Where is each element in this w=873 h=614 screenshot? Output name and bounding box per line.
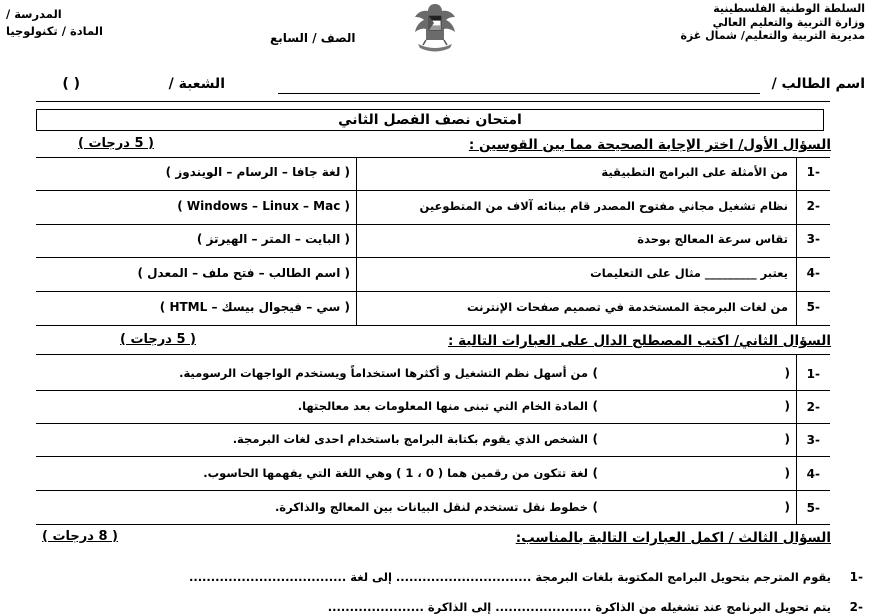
table-line [36, 325, 830, 326]
q1-row [36, 258, 830, 291]
q2-answer-open[interactable]: ( [784, 466, 790, 480]
q2-points: ( 5 درجات ) [120, 332, 196, 347]
q2-row-text: من أسهل نظم التشغيل و أكثرها استخداماً ويستخدم الواجهات الرسومية. [179, 366, 588, 380]
header-right [680, 2, 865, 43]
q2-row-text: المادة الخام التي تبنى منها المعلومات بعد معالجتها. [297, 399, 588, 413]
q1-row-text: نظام تشغيل مجاني مفتوح المصدر قام ببنائه آلاف من المتطوعين [419, 199, 788, 213]
q2-heading: السؤال الثاني/ اكتب المصطلح الدال على العبارات التالية : [447, 333, 831, 349]
q2-row [36, 390, 830, 423]
q2-row [36, 491, 830, 524]
q2-answer-close[interactable]: ) [592, 500, 598, 514]
q3-points: ( 8 درجات ) [42, 529, 118, 544]
q2-answer-close[interactable]: ) [592, 399, 598, 413]
q2-row [36, 423, 830, 456]
q2-answer-open[interactable]: ( [784, 432, 790, 446]
q2-row-text: لغة تتكون من رقمين هما ( 0 ، 1 ) وهي اللغة التي يفهمها الحاسوب. [203, 466, 588, 480]
student-name-label: اسم الطالب / [771, 76, 865, 92]
subject-label: المادة / تكنولوجيا [6, 24, 103, 38]
palestine-emblem-icon [410, 0, 460, 56]
q1-row-number: -5 [806, 300, 820, 314]
q2-row-text: خطوط نقل تستخدم لنقل البيانات بين المعالج والذاكرة. [274, 500, 588, 514]
q1-row-options[interactable]: ( لغة جافا – الرسام – الويندوز ) [165, 165, 350, 179]
q2-row [36, 457, 830, 490]
q3-row-number: -2 [849, 600, 863, 614]
q1-row-number: -4 [806, 266, 820, 280]
q1-row-options[interactable]: ( البايت – المتر – الهيرتز ) [196, 232, 350, 246]
student-info-row [9, 76, 865, 96]
q3-row-text[interactable]: يتم تحويل البرنامج عند تشغيله من الذاكرة ...................... إلى الذاكرة ...................... [327, 600, 831, 614]
q2-row-text: الشخص الذي يقوم بكتابة البرامج باستخدام احدى لغات البرمجة. [232, 432, 588, 446]
q3-heading: السؤال الثالث / اكمل العبارات التالية بالمناسب: [515, 530, 831, 546]
q1-row-number: -3 [806, 232, 820, 246]
header-left [6, 6, 216, 40]
ministry-line: وزارة التربية والتعليم العالي [712, 15, 865, 29]
table-line [36, 354, 830, 355]
q2-answer-close[interactable]: ) [592, 366, 598, 380]
q2-row-number: -1 [806, 367, 820, 381]
grade-label: الصف / السابع [270, 31, 356, 45]
divider [36, 101, 830, 102]
authority-line: السلطة الوطنية الفلسطينية [713, 2, 865, 15]
q2-answer-open[interactable]: ( [784, 366, 790, 380]
q1-row-number: -1 [806, 165, 820, 179]
q2-row-number: -5 [806, 501, 820, 515]
q3-row-number: -1 [849, 570, 863, 584]
q1-row-text: من الأمثلة على البرامج التطبيقية [601, 165, 788, 179]
q1-row [36, 292, 830, 325]
directorate-line: مديرية التربية والتعليم/ شمال غزة [680, 29, 865, 42]
q2-row-number: -3 [806, 433, 820, 447]
q1-row-options[interactable]: ( اسم الطالب – فتح ملف – المعدل ) [137, 266, 350, 280]
q2-row [36, 357, 830, 390]
q2-row-number: -4 [806, 467, 820, 481]
student-name-line[interactable] [278, 93, 760, 94]
section-label: الشعبة / [168, 76, 225, 92]
q1-row-text: يعتبر _________ مثال على التعليمات [590, 266, 788, 280]
q1-row [36, 191, 830, 224]
q1-row-text: تقاس سرعة المعالج بوحدة [637, 232, 788, 246]
q2-answer-close[interactable]: ) [592, 432, 598, 446]
table-line [36, 524, 830, 525]
q1-row-options[interactable]: ( سي – فيجوال بيسك – HTML ) [159, 300, 350, 314]
q1-row-text: من لغات البرمجة المستخدمة في تصميم صفحات الإنترنت [466, 300, 788, 314]
q2-answer-open[interactable]: ( [784, 500, 790, 514]
q2-answer-open[interactable]: ( [784, 399, 790, 413]
q1-row [36, 224, 830, 257]
q2-answer-close[interactable]: ) [592, 466, 598, 480]
q3-row-text[interactable]: يقوم المترجم بتحويل البرامج المكتوبة بلغات البرمجة ............................... إلى لغة .................................... [188, 570, 831, 584]
q1-points: ( 5 درجات ) [78, 136, 154, 151]
q1-heading: السؤال الأول/ اختر الإجابة الصحيحة مما بين القوسين : [468, 137, 831, 153]
q1-row-options[interactable]: ( Windows – Linux – Mac ) [177, 199, 350, 213]
school-label: المدرسة / [6, 7, 62, 21]
section-field[interactable]: ( ) [62, 76, 80, 92]
q1-row [36, 157, 830, 190]
q2-row-number: -2 [806, 400, 820, 414]
q1-row-number: -2 [806, 199, 820, 213]
exam-title: امتحان نصف الفصل الثاني [36, 109, 824, 131]
